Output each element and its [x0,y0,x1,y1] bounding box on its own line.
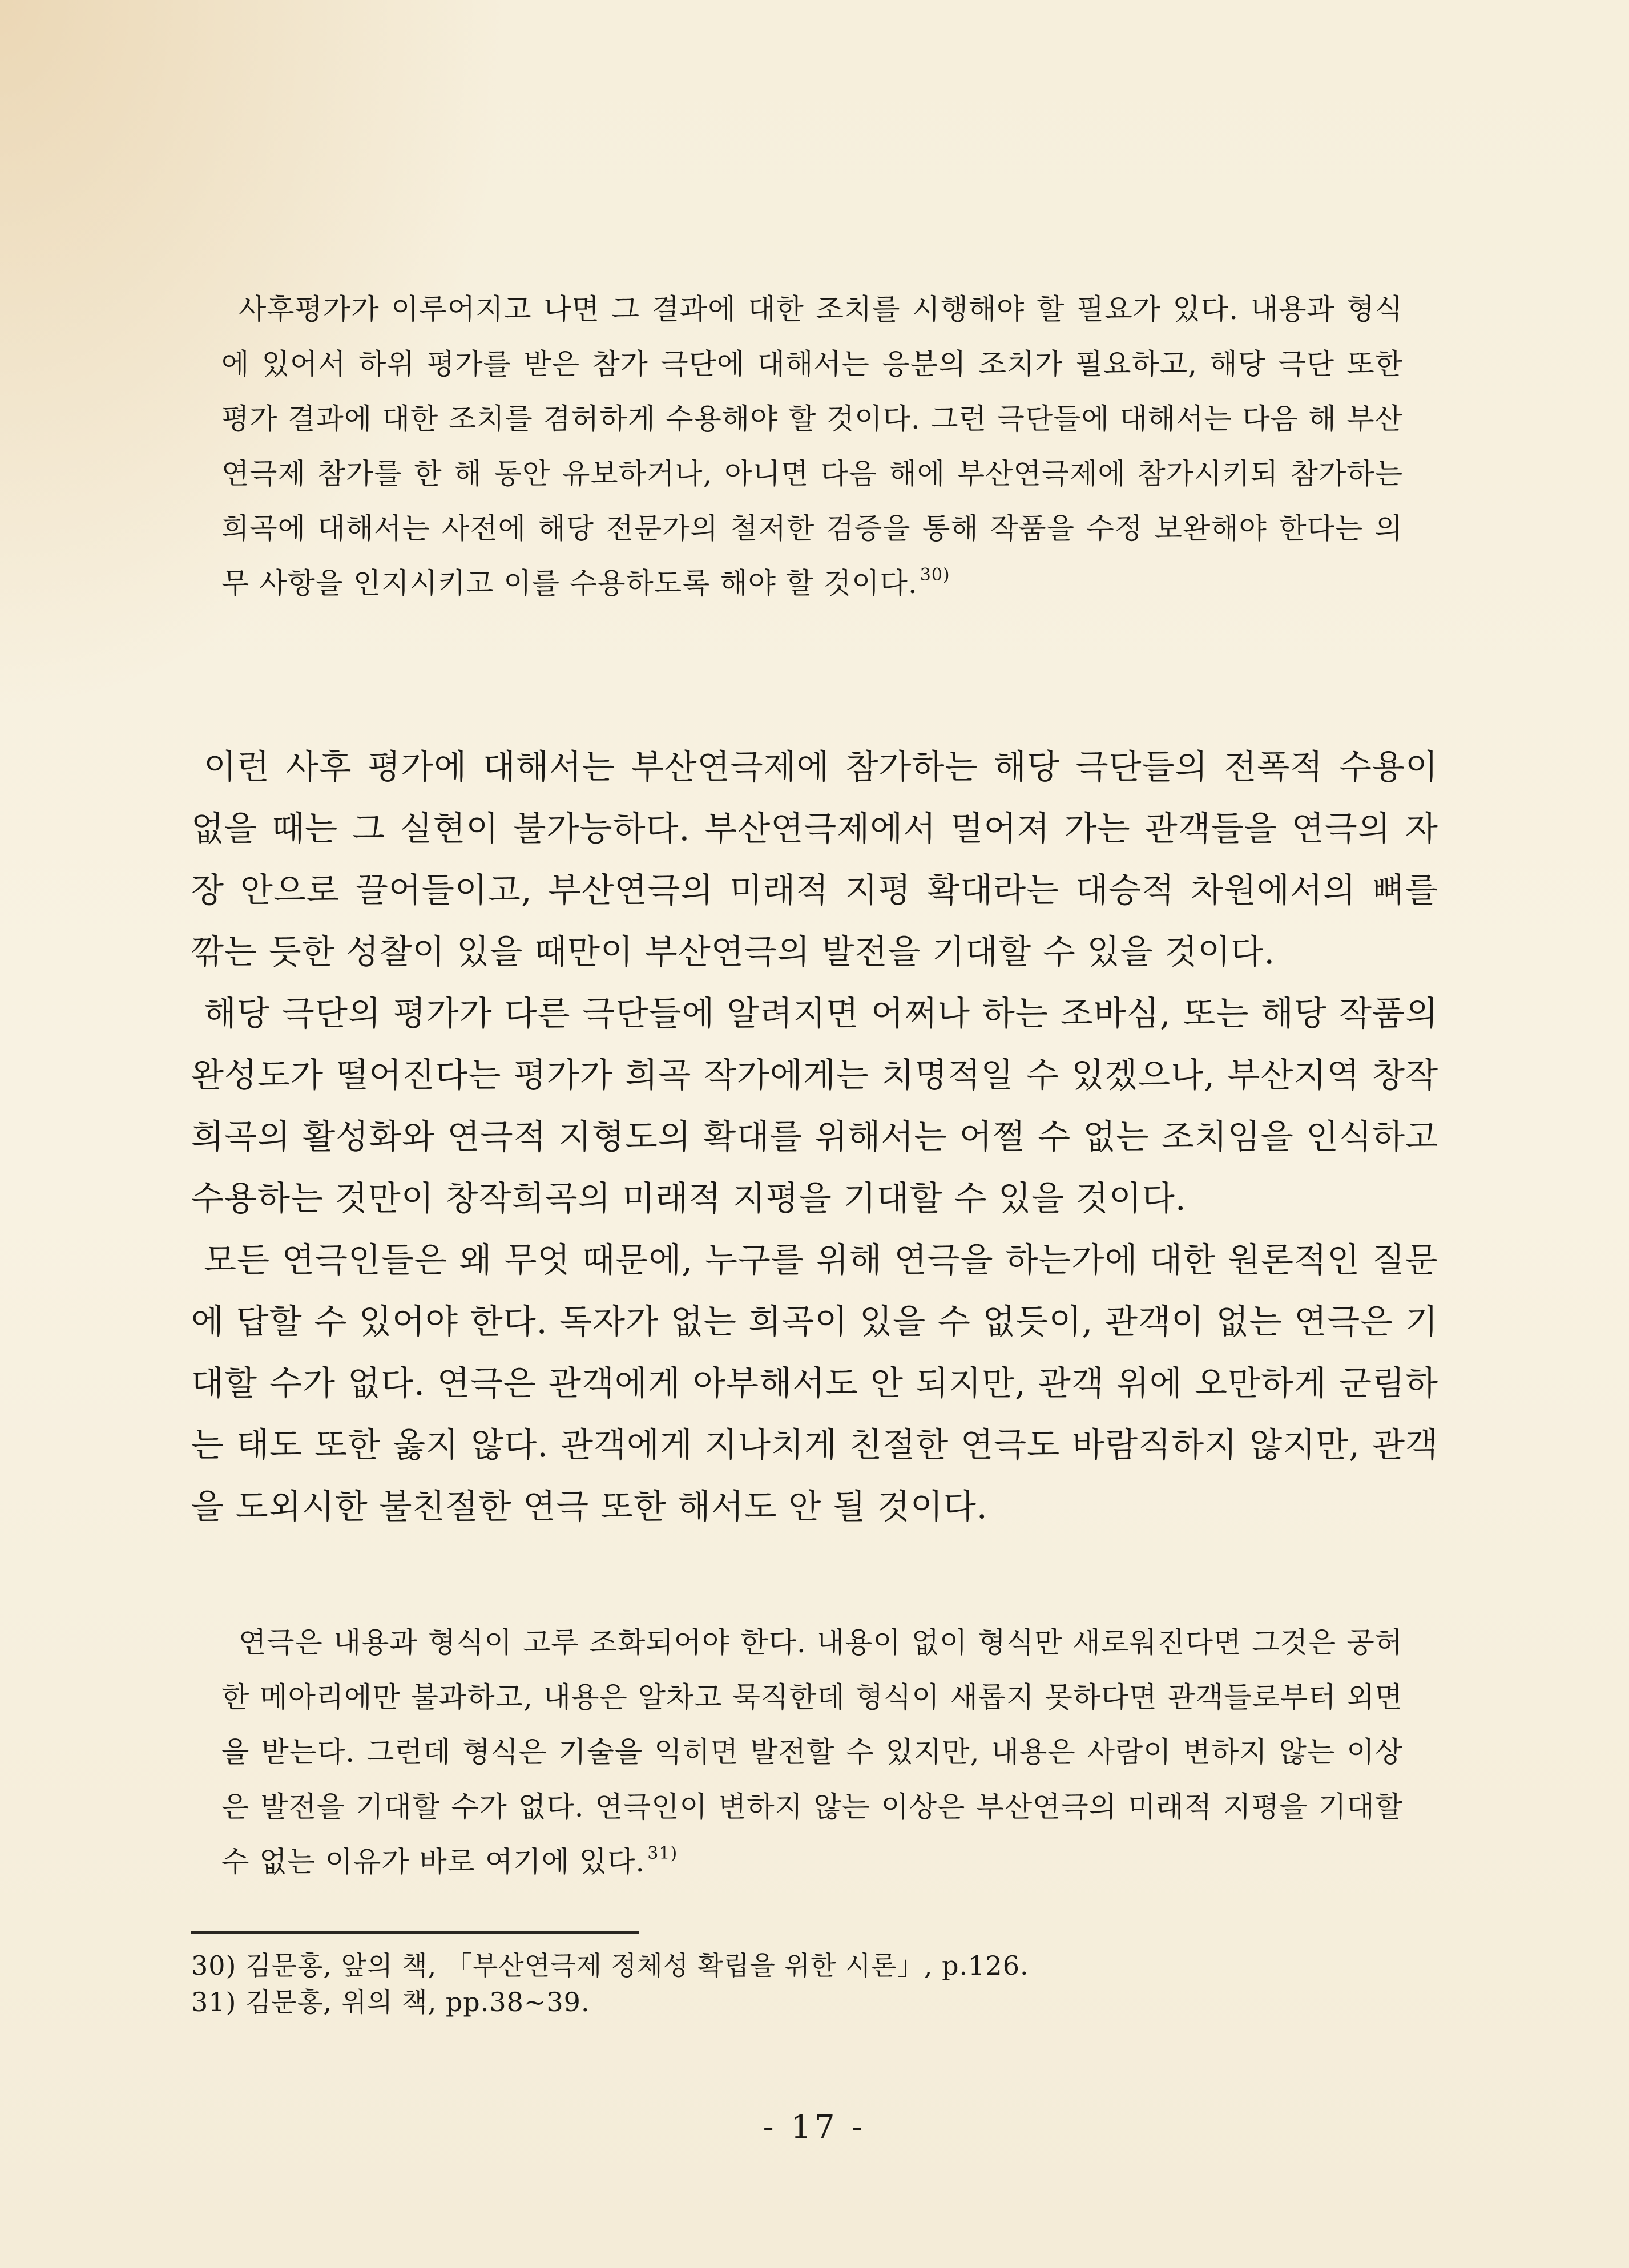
quote-text: 사후평가가 이루어지고 나면 그 결과에 대한 조치를 시행해야 할 필요가 있다. 내용과 형식에 있어서 하위 평가를 받은 참가 극단에 대해서는 응분의 조치가 필요하고, 해당 극단 또한 평가 결과에 대한 조치를 겸허하게 수용해야 할 것이다. 그런 극단들에 대해서는 다음 해 부산연극제 참가를 한 해 동안 유보하거나, 아니면 다음 해에 부산연극제에 참가시키되 참가하는 희곡에 대해서는 사전에 해당 전문가의 철저한 검증을 통해 작품을 수정 보완해야 한다는 의무 사항을 인지시키고 이를 수용하도록 해야 할 것이다. [221,293,1403,600]
footnote: 31) 김문홍, 위의 책, pp.38~39. [191,1987,590,2017]
quote-paragraph [221,282,1403,611]
quote-text: 연극은 내용과 형식이 고루 조화되어야 한다. 내용이 없이 형식만 새로워진다면 그것은 공허한 메아리에만 불과하고, 내용은 알차고 묵직한데 형식이 새롭지 못하다면 관객들로부터 외면을 받는다. 그런데 형식은 기술을 익히면 발전할 수 있지만, 내용은 사람이 변하지 않는 이상은 발전을 기대할 수가 없다. 연극인이 변하지 않는 이상은 부산연극의 미래적 지평을 기대할 수 없는 이유가 바로 여기에 있다. [221,1626,1403,1878]
block-quote [221,1615,1403,1889]
quote-paragraph [221,1615,1403,1889]
body-paragraph: 이런 사후 평가에 대해서는 부산연극제에 참가하는 해당 극단들의 전폭적 수용이 없을 때는 그 실현이 불가능하다. 부산연극제에서 멀어져 가는 관객들을 연극의 자장 안으로 끌어들이고, 부산연극의 미래적 지평 확대라는 대승적 차원에서의 뼈를 깎는 듯한 성찰이 있을 때만이 부산연극의 발전을 기대할 수 있을 것이다. [191,747,1438,971]
body-paragraph: 모든 연극인들은 왜 무엇 때문에, 누구를 위해 연극을 하는가에 대한 원론적인 질문에 답할 수 있어야 한다. 독자가 없는 희곡이 있을 수 없듯이, 관객이 없는 연극은 기대할 수가 없다. 연극은 관객에게 아부해서도 안 되지만, 관객 위에 오만하게 군림하는 태도 또한 옳지 않다. 관객에게 지나치게 친절한 연극도 바람직하지 않지만, 관객을 도외시한 불친절한 연극 또한 해서도 안 될 것이다. [191,1240,1438,1526]
block-quote [221,282,1403,611]
page-number: - 17 - [763,2109,866,2146]
footnotes [191,1947,1438,2020]
body-paragraph: 해당 극단의 평가가 다른 극단들에 알려지면 어쩌나 하는 조바심, 또는 해당 작품의 완성도가 떨어진다는 평가가 희곡 작가에게는 치명적일 수 있겠으나, 부산지역 창작희곡의 활성화와 연극적 지형도의 확대를 위해서는 어쩔 수 없는 조치임을 인식하고 수용하는 것만이 창작희곡의 미래적 지평을 기대할 수 있을 것이다. [191,994,1438,1218]
body-text [191,736,1438,1537]
footnote: 30) 김문홍, 앞의 책, 「부산연극제 정체성 확립을 위한 시론」, p.126. [191,1950,1029,1981]
footnote-reference: 30) [920,565,950,585]
footnote-divider [191,1931,639,1934]
footnote-reference: 31) [647,1843,678,1863]
